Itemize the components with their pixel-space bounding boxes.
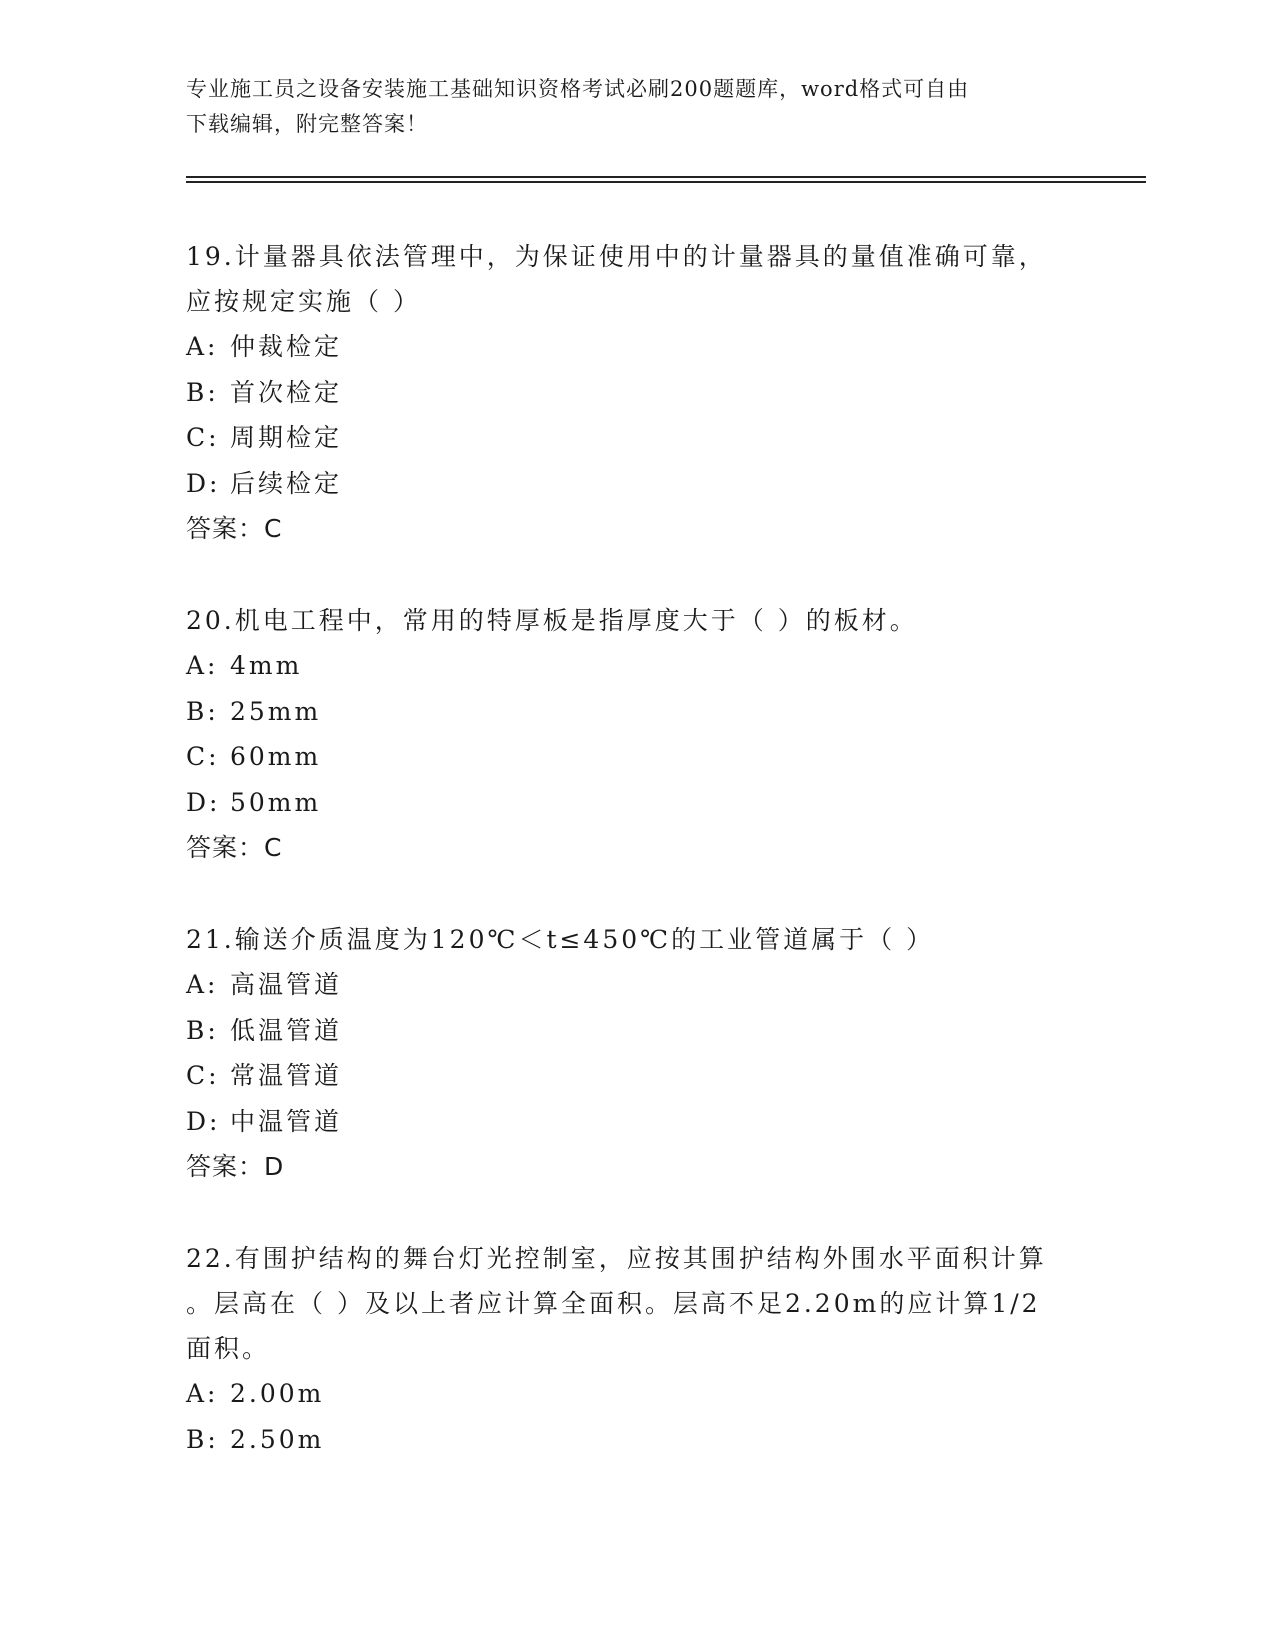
option-a (186, 324, 1086, 370)
option-letter: C: (186, 742, 220, 771)
option-text: 中温管道 (230, 1106, 343, 1136)
question-spacer (186, 870, 1086, 917)
option-text: 4mm (230, 651, 303, 680)
option-text: 低温管道 (230, 1015, 343, 1045)
header-line-1: 专业施工员之设备安装施工基础知识资格考试必刷200题题库，word格式可自由 (186, 77, 970, 101)
option-c (186, 415, 1086, 461)
option-c (186, 1053, 1086, 1099)
option-letter: C: (186, 423, 220, 452)
option-text: 后续检定 (230, 468, 343, 498)
document-header (186, 72, 1066, 142)
question-spacer (186, 1189, 1086, 1236)
option-letter: A: (186, 970, 219, 999)
option-letter: B: (186, 1015, 219, 1045)
option-c (186, 734, 1086, 780)
option-letter: C: (186, 1061, 220, 1090)
option-d (186, 461, 1086, 507)
option-a (186, 643, 1086, 689)
option-a (186, 1371, 1086, 1417)
question-list (186, 234, 1086, 1462)
question-stem-line: 应按规定实施（ ） (186, 287, 421, 316)
answer-line: 答案：C (186, 514, 283, 543)
option-letter: D: (186, 787, 221, 817)
option-letter: B: (186, 377, 219, 407)
option-b (186, 1008, 1086, 1054)
option-text: 25mm (230, 696, 322, 726)
option-letter: D: (186, 1106, 221, 1136)
question-19 (186, 234, 1086, 551)
option-text: 首次检定 (230, 377, 343, 407)
option-text: 50mm (230, 787, 322, 817)
option-text: 仲裁检定 (230, 332, 343, 361)
question-21 (186, 917, 1086, 1189)
option-b (186, 370, 1086, 416)
option-letter: A: (186, 1379, 219, 1408)
header-divider-top (186, 176, 1146, 178)
question-22 (186, 1236, 1086, 1462)
option-d (186, 780, 1086, 826)
option-letter: A: (186, 332, 219, 361)
question-stem-line: 20.机电工程中，常用的特厚板是指厚度大于（ ）的板材。 (186, 606, 918, 635)
option-letter: B: (186, 1424, 219, 1454)
question-stem-line: 21.输送介质温度为120℃＜t≤450℃的工业管道属于（ ） (186, 925, 935, 954)
answer-line: 答案：C (186, 833, 283, 862)
option-a (186, 962, 1086, 1008)
option-text: 常温管道 (230, 1061, 343, 1090)
option-b (186, 1417, 1086, 1463)
option-letter: A: (186, 651, 219, 680)
option-letter: D: (186, 468, 221, 498)
option-text: 高温管道 (230, 970, 343, 999)
question-stem-line: 19.计量器具依法管理中，为保证使用中的计量器具的量值准确可靠， (186, 242, 1047, 271)
header-divider-bottom (186, 181, 1146, 183)
option-d (186, 1099, 1086, 1145)
option-b (186, 689, 1086, 735)
question-stem-line: 22.有围护结构的舞台灯光控制室，应按其围护结构外围水平面积计算 (186, 1244, 1047, 1273)
question-stem-line: 。层高在（ ）及以上者应计算全面积。层高不足2.20m的应计算1/2 (186, 1289, 1041, 1318)
option-text: 周期检定 (230, 423, 343, 452)
header-line-2: 下载编辑，附完整答案！ (186, 112, 428, 136)
question-spacer (186, 551, 1086, 598)
option-letter: B: (186, 696, 219, 726)
option-text: 2.50m (230, 1424, 325, 1454)
answer-line: 答案：D (186, 1152, 285, 1181)
option-text: 60mm (230, 742, 322, 771)
question-stem-line: 面积。 (186, 1334, 271, 1363)
question-20 (186, 598, 1086, 870)
option-text: 2.00m (230, 1379, 325, 1408)
